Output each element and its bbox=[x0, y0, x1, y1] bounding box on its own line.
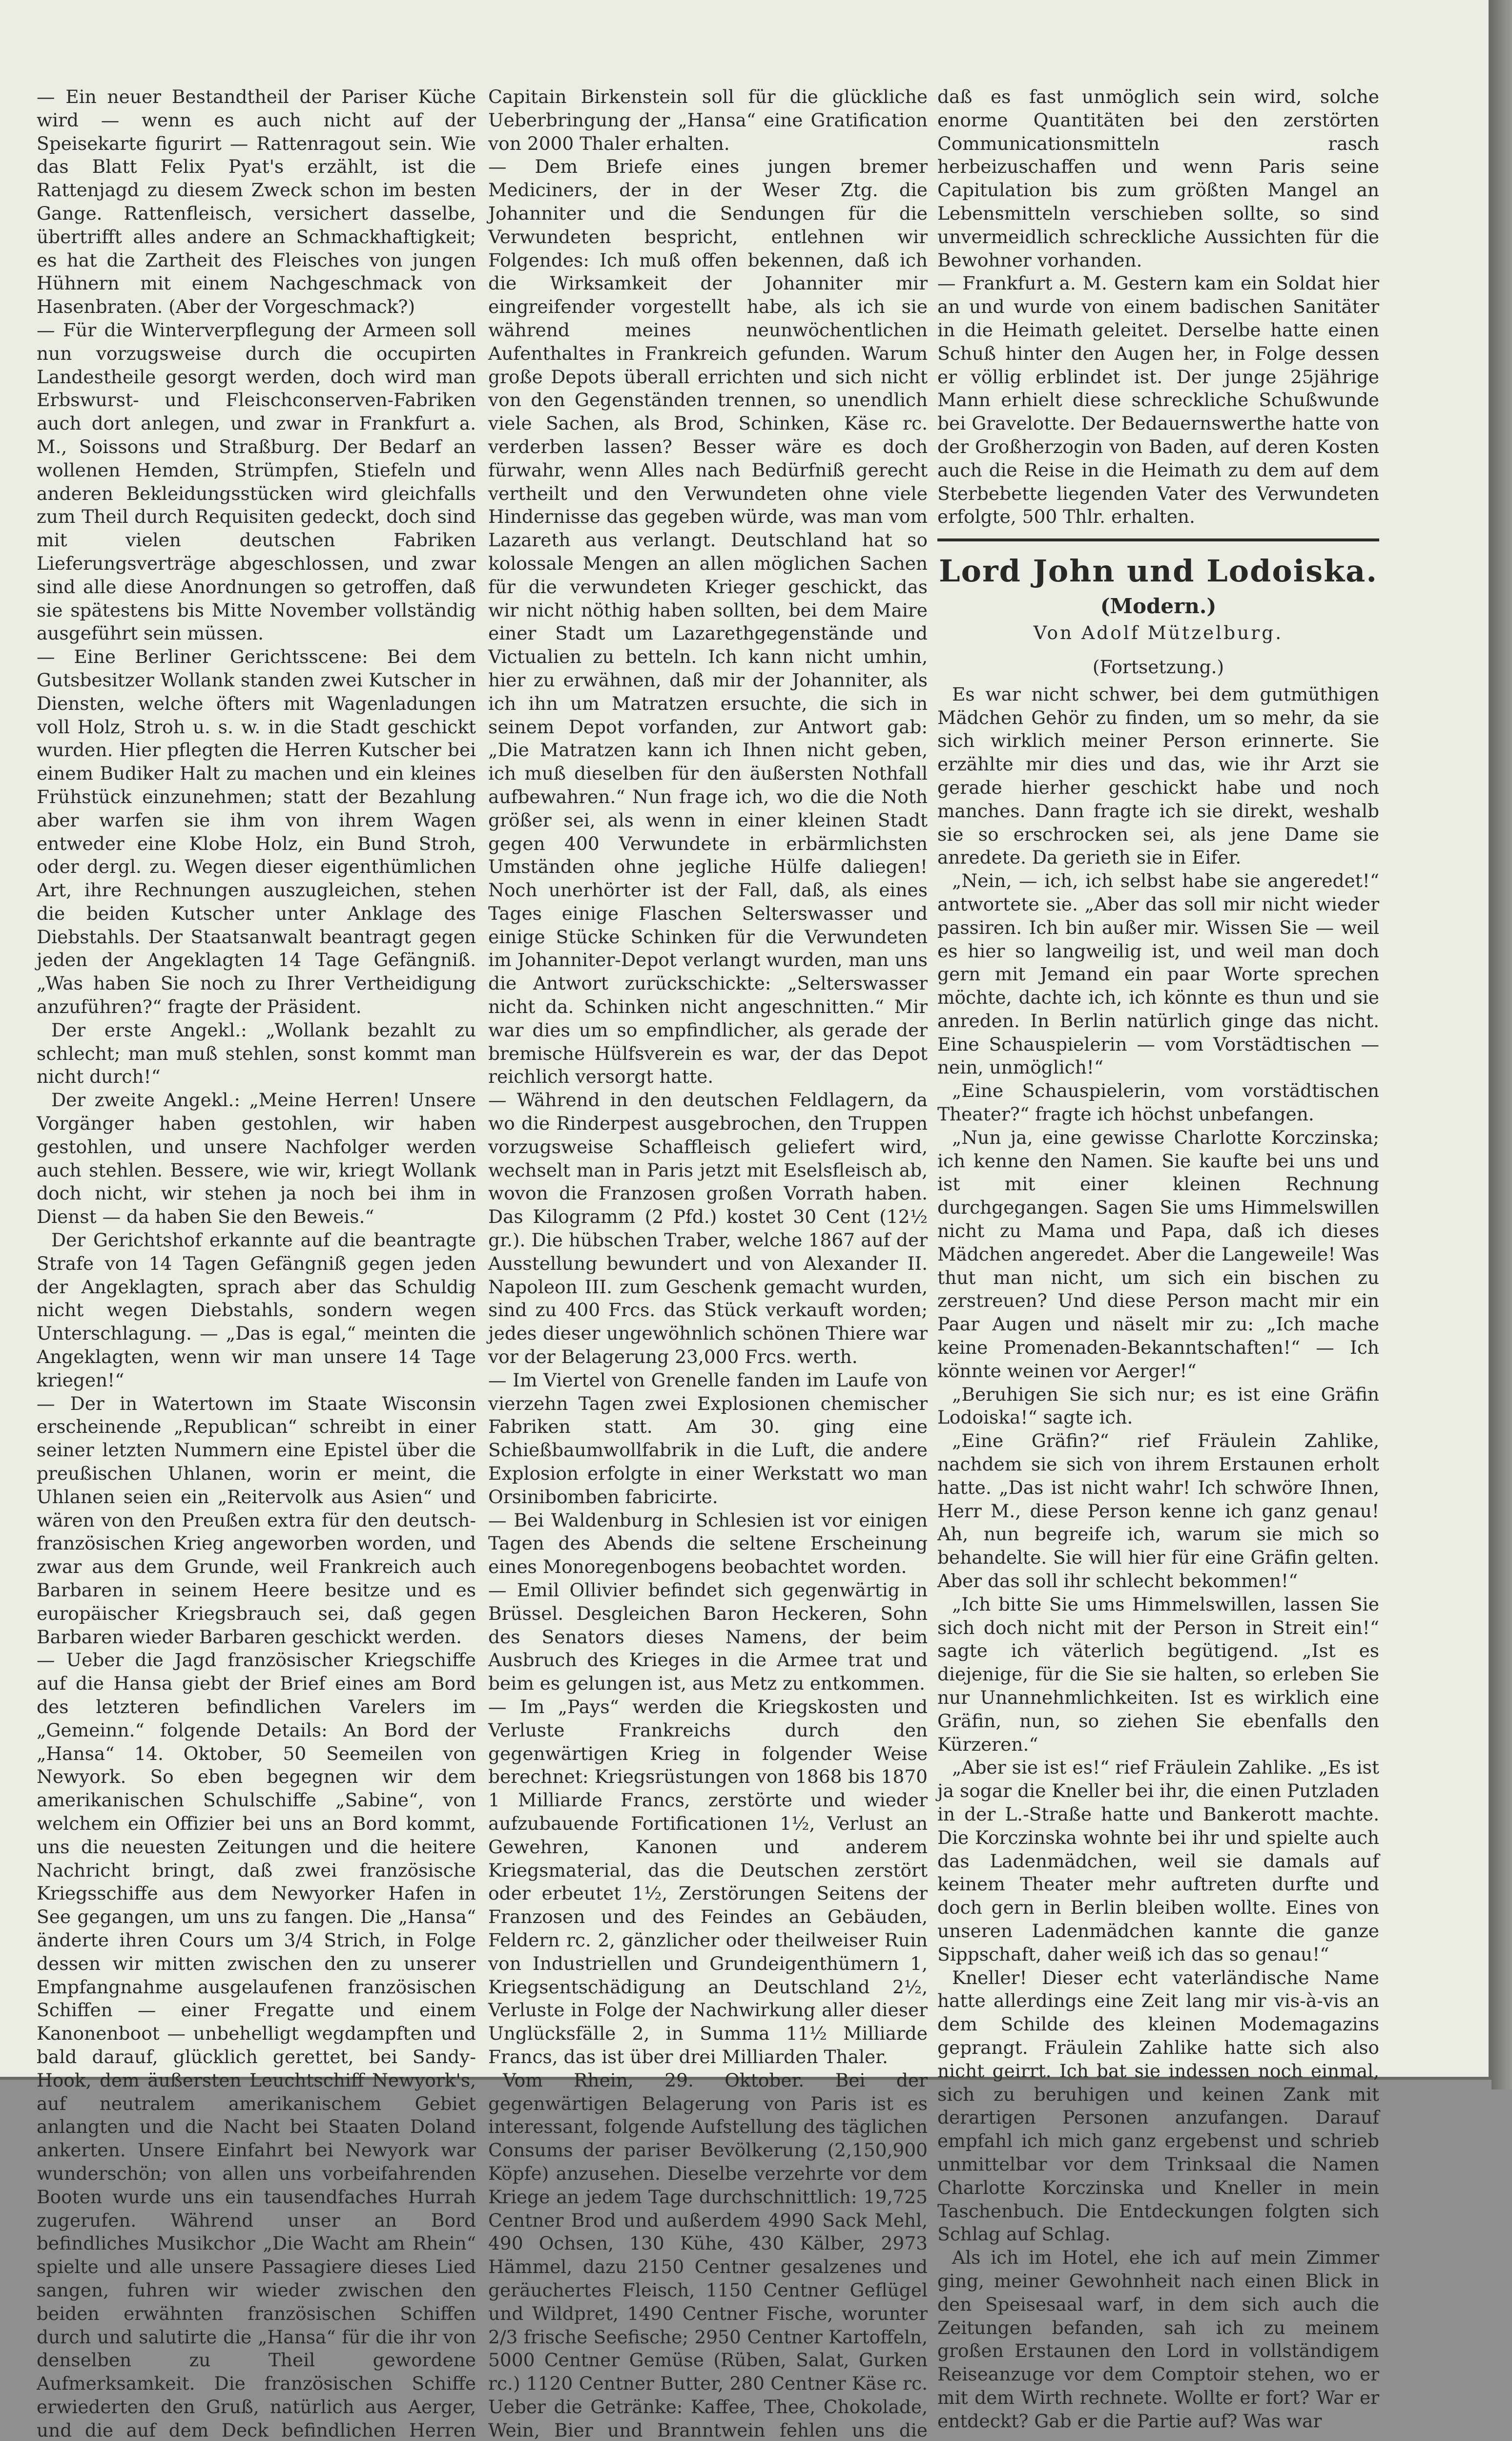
article-johanniter: — Dem Briefe eines jungen bremer Mediciners, der in der Weser Ztg. die Johanniter und die Sendungen für die Verwundeten bespricht, entlehnen wir Folgendes: Ich muß offen bekennen, daß ich die Wirksamkeit der Johanniter mir eingreifender vorgestellt habe, als ich sie während meines neunwöchentlichen Aufenthaltes in Frankreich gefunden. Warum große Depots überall errichten und sich nicht von den Gegenständen trennen, so unendlich viele Sachen, als Brod, Schinken, Käse rc. verderben lassen? Besser wäre es doch fürwahr, wenn Alles nach Bedürfniß gerecht vertheilt und den Verwundeten ohne viele Hindernisse das gegeben würde, was man vom Lazareth aus verlangt. Deutschland hat so kolossale Mengen an allen möglichen Sachen für die verwundeten Krieger geschickt, das wir nicht nöthig haben sollten, bei dem Maire einer Stadt um Lazarethgegenstände und Victualien zu betteln. Ich kann nicht umhin, hier zu erwähnen, daß mir der Johanniter, als ich ihn um Matratzen ersuchte, die sich in seinem Depot vorfanden, zur Antwort gab: „Die Matratzen kann ich Ihnen nicht geben, ich muß dieselben für den äußersten Nothfall aufbewahren.“ Nun frage ich, wo die die Noth größer sei, als wenn in einer kleinen Stadt gegen 400 Verwundete in erbärmlichsten Umständen ohne jegliche Hülfe daliegen! Noch unerhörter ist der Fall, daß, als eines Tages einige Flaschen Selterswasser und einige Stücke Schinken für die Verwundeten im Johanniter-Depot verlangt wurden, man uns die Antwort zurückschickte: „Selterswasser nicht da. Schinken nicht angeschnitten.“ Mir war dies um so empfindlicher, als gerade der bremische Hülfsverein es war, der das Depot reichlich versorgt hatte. bbox=[488, 156, 928, 1088]
article-feldlager: — Während in den deutschen Feldlagern, da wo die Rinderpest ausgebrochen, den Truppen vorzugsweise Schaffleisch geliefert wird, wechselt man in Paris jetzt mit Eselsfleisch ab, wovon die Franzosen großen Vorrath haben. Das Kilogramm (2 Pfd.) kostet 30 Cent (12½ gr.). Die hübschen Traber, welche 1867 auf der Ausstellung bewundert und von Alexander II. Napoleon III. zum Geschenk gemacht wurden, sind zu 400 Frcs. das Stück verkauft worden; jedes dieser ungewöhnlich schönen Thiere war vor der Belagerung 23,000 Frcs. werth. bbox=[488, 1089, 928, 1368]
story-paragraph: „Beruhigen Sie sich nur; es ist eine Gräfin Lodoiska!“ sagte ich. bbox=[937, 1383, 1379, 1428]
story-paragraph: Es war nicht schwer, bei dem gutmüthigen Mädchen Gehör zu finden, um so mehr, da sie sich wirklich meiner Person erinnerte. Sie erzählte mir dies und das, wie ihr Arzt sie gerade hierher geschickt habe und noch manches. Dann fragte ich sie direkt, weshalb sie so erschrocken sei, als jene Dame sie anredete. Da gerieth sie in Eifer. bbox=[937, 683, 1379, 869]
story-paragraph: Kneller! Dieser echt vaterländische Name hatte allerdings eine Zeit lang mir vis-à-vis an dem Schilde des kleinen Modemagazins geprangt. Fräulein Zahlike hatte sich also nicht geirrt. Ich bat sie indessen noch einmal, sich zu beruhigen und keinen Zank mit derartigen Personen anzufangen. Darauf empfahl ich mich ganz ergebenst und schrieb unmittelbar vor dem Trinksaal die Namen Charlotte Korczinska und Kneller in mein Taschenbuch. Die Entdeckungen folgten sich Schlag auf Schlag. bbox=[937, 1966, 1379, 2245]
article-gerichtsscene-urteil: Der Gerichtshof erkannte auf die beantragte Strafe von 14 Tagen Gefängniß gegen jeden der Angeklagten, sprach aber das Schuldig nicht wegen Diebstahls, sondern wegen Unterschlagung. — „Das is egal,“ meinten die Angeklagten, wenn wir man unsere 14 Tage kriegen!“ bbox=[37, 1229, 476, 1391]
story-subtitle: (Modern.) bbox=[1100, 594, 1217, 619]
article-vom-rhein: Vom Rhein, 29. Oktober. Bei der gegenwärtigen Belagerung von Paris ist es interessant, folgende Aufstellung des täglichen Consums der pariser Bevölkerung (2,150,900 Köpfe) anzusehen. Dieselbe verzehrte vor dem Kriege an jedem Tage durchschnittlich: 19,725 Centner Brod und außerdem 4990 Sack Mehl, 490 Ochsen, 130 Kühe, 430 Kälber, 2973 Hämmel, dazu 2150 Centner gesalzenes und geräuchertes Fleisch, 1150 Centner Geflügel und Wildpret, 1490 Centner Fische, worunter 2/3 frische Seefische; 2950 Centner Kartoffeln, 5000 Centner Gemüse (Rüben, Salat, Gurken rc.) 1120 Centner Butter, 280 Centner Käse rc. Ueber die Getränke: Kaffee, Thee, Chokolade, Wein, Bier und Branntwein fehlen uns die bbox=[488, 2069, 928, 2441]
article-uhlanen: — Der in Watertown im Staate Wisconsin erscheinende „Republican“ schreibt in einer seiner letzten Nummern eine Epistel über die preußischen Uhlanen, worin er meint, die Uhlanen seien ein „Reitervolk aus Asien“ und wären von den Preußen extra für den deutsch-französischen Krieg angeworben worden, und zwar aus dem Grunde, weil Frankreich auch Barbaren in seinem Heere besitze und es europäischer Kriegsbrauch sei, daß gegen Barbaren wieder Barbaren geschickt werden. bbox=[37, 1392, 476, 1648]
story-paragraph: „Aber sie ist es!“ rief Fräulein Zahlike. „Es ist ja sogar die Kneller bei ihr, die einen Putzladen in der L.-Straße hatte und Bankerott machte. Die Korczinska wohnte bei ihr und spielte auch das Ladenmädchen, weil sie damals auf keinem Theater mehr auftreten durfte und doch gern in Berlin bleiben wollte. Eines von unseren Ladenmädchen kannte die ganze Sippschaft, daher weiß ich das so genau!“ bbox=[937, 1757, 1379, 1965]
story-title: Lord John und Lodoiska. bbox=[939, 553, 1378, 589]
story-paragraph: „Eine Schauspielerin, vom vorstädtischen Theater?“ fragte ich höchst unbefangen. bbox=[937, 1080, 1379, 1125]
story-author: Von Adolf Mützelburg. bbox=[1033, 622, 1284, 644]
story-paragraph: Als ich im Hotel, ehe ich auf mein Zimmer ging, meiner Gewohnheit nach einen Blick in den Speisesaal warf, in dem sich auch die Zeitungen befanden, sah ich zu meinem großen Erstaunen den Lord in vollständigem Reiseanzuge vor dem Comptoir stehen, wo er mit dem Wirth rechnete. Wollte er fort? War er entdeckt? Gab er die Partie auf? Was war bbox=[937, 2247, 1379, 2432]
column-right bbox=[937, 85, 1379, 2432]
story-paragraph: „Eine Gräfin?“ rief Fräulein Zahlike, nachdem sie sich von ihrem Erstaunen erholt hatte. „Das ist nicht wahr! Ich schwöre Ihnen, Herr M., diese Person kenne ich ganz genau! Ah, nun begreife ich, warum sie mich so behandelte. Sie will hier für eine Gräfin gelten. Aber das soll ihr schlecht bekommen!“ bbox=[937, 1430, 1379, 1592]
article-gerichtsscene-angekl-1: Der erste Angekl.: „Wollank bezahlt zu schlecht; man muß stehlen, sonst kommt man nicht durch!“ bbox=[37, 1019, 476, 1088]
article-gerichtsscene-angekl-2: Der zweite Angekl.: „Meine Herren! Unsere Vorgänger haben gestohlen, wir haben gestohlen, und unsere Nachfolger werden auch stehlen. Bessere, wie wir, kriegt Wollank doch nicht, wir stehen ja noch bei ihm in Dienst — da haben Sie den Beweis.“ bbox=[37, 1089, 476, 1228]
article-winterverpflegung: — Für die Winterverpflegung der Armeen soll nun vorzugsweise durch die occupirten Landestheile gesorgt werden, doch wird man Erbswurst- und Fleischconserven-Fabriken auch dort anlegen, und zwar in Frankfurt a. M., Soissons und Straßburg. Der Bedarf an wollenen Hemden, Strümpfen, Stiefeln und anderen Bekleidungsstücken wird gleichfalls zum Theil durch Requisiten gedeckt, doch sind mit vielen deutschen Fabriken Lieferungsverträge abgeschlossen, und zwar sind alle diese Anordnungen so getroffen, daß sie spätestens bis Mitte November vollständig ausgeführt sein müssen. bbox=[37, 319, 476, 644]
story-continuation: (Fortsetzung.) bbox=[1092, 656, 1224, 678]
article-waldenburg: — Bei Waldenburg in Schlesien ist vor einigen Tagen des Abends die seltene Erscheinung eines Monoregenbogens beobachtet worden. bbox=[488, 1509, 928, 1578]
article-hansa-cont: Capitain Birkenstein soll für die glückliche Ueberbringung der „Hansa“ eine Gratification von 2000 Thaler erhalten. bbox=[488, 86, 928, 154]
article-kriegskosten: — Im „Pays“ werden die Kriegskosten und Verluste Frankreichs durch den gegenwärtigen Krieg in folgender Weise berechnet: Kriegsrüstungen von 1868 bis 1870 1 Milliarde Francs, zerstörte und wieder aufzubauende Fortificationen 1½, Verlust an Gewehren, Kanonen und anderem Kriegsmaterial, das die Deutschen zerstört oder erbeutet 1½, Zerstörungen Seitens der Franzosen und des Feindes an Gebäuden, Feldern rc. 2, gänzlicher oder theilweiser Ruin von Industriellen und Grundeigenthümern 1, Kriegsentschädigung an Deutschland 2½, Verluste in Folge der Nachwirkung aller dieser Unglücksfälle 2, in Summa 11½ Milliarde Francs, das ist über drei Milliarden Thaler. bbox=[488, 1696, 928, 2068]
article-bruessel: — Emil Ollivier befindet sich gegenwärtig in Brüssel. Desgleichen Baron Heckeren, Sohn des Senators dieses Namens, der beim Ausbruch des Krieges in die Armee trat und beim es gelungen ist, aus Metz zu entkommen. bbox=[488, 1579, 928, 1695]
scan-edge bbox=[1491, 0, 1512, 2089]
story-paragraph: „Nun ja, eine gewisse Charlotte Korczinska; ich kenne den Namen. Sie kaufte bei uns und ist mit einer kleinen Rechnung durchgegangen. Sagen Sie ums Himmelswillen nicht zu Mama und Papa, daß ich dieses Mädchen angeredet. Aber die Langeweile! Was thut man nicht, um sich ein bischen zu zerstreuen? Und diese Person macht mir ein Paar Augen und näselt mir zu: „Ich mache keine Promenaden-Bekanntschaften!“ — Ich könnte weinen vor Aerger!“ bbox=[937, 1126, 1379, 1382]
story-paragraph: „Ich bitte Sie ums Himmelswillen, lassen Sie sich doch nicht mit der Person in Streit ein!“ sagte ich väterlich begütigend. „Ist es diejenige, für die Sie sie halten, so erleben Sie nur Unannehmlichkeiten. Ist es wirklich eine Gräfin, nun, so ziehen Sie ebenfalls den Kürzeren.“ bbox=[937, 1593, 1379, 1755]
article-grenelle: — Im Viertel von Grenelle fanden im Laufe von vierzehn Tagen zwei Explosionen chemischer Fabriken statt. Am 30. ging eine Schießbaumwollfabrik in die Luft, die andere Explosion erfolgte in einer Werkstatt wo man Orsinibomben fabricirte. bbox=[488, 1369, 928, 1508]
section-divider bbox=[937, 538, 1379, 541]
article-paris-cont: daß es fast unmöglich sein wird, solche enorme Quantitäten bei den zerstörten Communicationsmitteln rasch herbeizuschaffen und wenn Paris seine Capitulation bis zum größten Mangel an Lebensmitteln verschieben sollte, so sind unvermeidlich schreckliche Aussichten für die Bewohner vorhanden. bbox=[937, 86, 1379, 271]
column-left bbox=[37, 85, 476, 2441]
story-paragraph: „Nein, — ich, ich selbst habe sie angeredet!“ antwortete sie. „Aber das soll mir nicht wieder passiren. Ich bin außer mir. Wissen Sie — weil es hier so langweilig ist, und weil man doch gern mit Jemand ein paar Worte sprechen möchte, dachte ich, ich könnte es thun und sie anreden. In Berlin natürlich ginge das nicht. Eine Schauspielerin — vom Vorstädtischen — nein, unmöglich!“ bbox=[937, 870, 1379, 1078]
article-rattenragout: — Ein neuer Bestandtheil der Pariser Küche wird — wenn es auch nicht auf der Speisekarte figurirt — Rattenragout sein. Wie das Blatt Felix Pyat's erzählt, ist die Rattenjagd zu diesem Zweck schon im besten Gange. Rattenfleisch, versichert dasselbe, übertrifft alles andere an Schmackhaftigkeit; es hat die Zartheit des Fleisches von jungen Hühnern mit einem Nachgeschmack von Hasenbraten. (Aber der Vorgeschmack?) bbox=[37, 86, 476, 318]
article-hansa: — Ueber die Jagd französischer Kriegschiffe auf die Hansa giebt der Brief eines am Bord des letzteren befindlichen Varelers im „Gemeinn.“ folgende Details: An Bord der „Hansa“ 14. Oktober, 50 Seemeilen von Newyork. So eben begegnen wir dem amerikanischen Schulschiffe „Sabine“, von welchem ein Offizier bei uns an Bord kommt, uns die neuesten Zeitungen und die heitere Nachricht bringt, daß zwei französische Kriegsschiffe aus dem Newyorker Hafen in See gegangen, um uns zu fangen. Die „Hansa“ änderte ihren Cours um 3/4 Strich, in Folge dessen wir mitten zwischen den zu unserer Empfangnahme ausgelaufenen französischen Schiffen — einer Fregatte und einem Kanonenboot — unbehelligt wegdampften und bald darauf, glücklich gerettet, bei Sandy-Hook, dem äußersten Leuchtschiff Newyork's, auf neutralem amerikanischem Gebiet anlangten und die Nacht bei Staaten Doland ankerten. Unsere Einfahrt bei Newyork war wunderschön; von allen uns vorbeifahrenden Booten wurde uns ein tausendfaches Hurrah zugerufen. Während unser an Bord befindliches Musikchor „Die Wacht am Rhein“ spielte und alle unsere Passagiere dieses Lied sangen, fuhren wir wieder zwischen den beiden erwähnten französischen Schiffen durch und salutirte die „Hansa“ für die ihr von denselben zu Theil gewordene Aufmerksamkeit. Die französischen Schiffe erwiederten den Gruß, natürlich aus Aerger, und die auf dem Deck befindlichen Herren bbox=[37, 1649, 476, 2441]
article-gerichtsscene: — Eine Berliner Gerichtsscene: Bei dem Gutsbesitzer Wollank standen zwei Kutscher in Diensten, welche öfters mit Wagenladungen voll Holz, Stroh u. s. w. in die Stadt geschickt wurden. Hier pflegten die Herren Kutscher bei einem Budiker Halt zu machen und ein kleines Frühstück einzunehmen; statt der Bezahlung aber warfen sie ihm von ihrem Wagen entweder eine Klobe Holz, ein Bund Stroh, oder dergl. zu. Wegen dieser eigenthümlichen Art, ihre Rechnungen auszugleichen, stehen die beiden Kutscher unter Anklage des Diebstahls. Der Staatsanwalt beantragt gegen jeden der Angeklagten 14 Tage Gefängniß. „Was haben Sie noch zu Ihrer Vertheidigung anzuführen?“ fragte der Präsident. bbox=[37, 646, 476, 1018]
column-middle bbox=[488, 85, 928, 2441]
article-frankfurt: — Frankfurt a. M. Gestern kam ein Soldat hier an und wurde von einem badischen Sanitäter in die Heimath geleitet. Derselbe hatte einen Schuß hinter den Augen her, in Folge dessen er völlig erblindet ist. Der junge 25jährige Mann erhielt diese schreckliche Schußwunde bei Gravelotte. Der Bedauernswerthe hatte von der Großherzogin von Baden, auf deren Kosten auch die Reise in die Heimath zu dem auf dem Sterbebette liegenden Vater des Verwundeten erfolgte, 500 Thlr. erhalten. bbox=[937, 272, 1379, 528]
